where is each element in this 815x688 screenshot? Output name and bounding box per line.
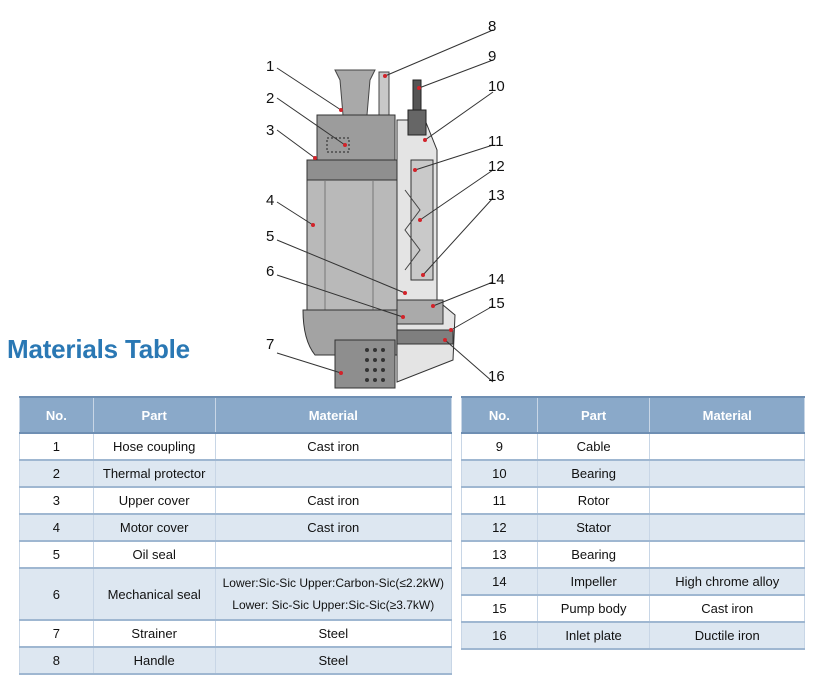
- table-row: [462, 622, 805, 649]
- cell-part: Oil seal: [93, 541, 215, 568]
- table-row: [20, 541, 452, 568]
- header-material: Material: [650, 397, 805, 433]
- header-no: No.: [462, 397, 538, 433]
- materials-table-right: [461, 396, 805, 650]
- cell-part: Stator: [537, 514, 650, 541]
- cell-material: Cast iron: [215, 514, 451, 541]
- cell-material: Cast iron: [215, 487, 451, 514]
- table-row: [462, 487, 805, 514]
- cell-no: 7: [20, 620, 94, 647]
- cell-no: 10: [462, 460, 538, 487]
- table-row: [462, 595, 805, 622]
- table-row: [462, 514, 805, 541]
- cell-part: Inlet plate: [537, 622, 650, 649]
- material-line-2: Lower: Sic-Sic Upper:Sic-Sic(≥3.7kW): [232, 598, 435, 612]
- callout-7: 7: [266, 336, 275, 353]
- cell-no: 16: [462, 622, 538, 649]
- callout-11: 11: [488, 133, 504, 150]
- header-material: Material: [215, 397, 451, 433]
- callout-14: 14: [488, 271, 505, 288]
- table-row: [462, 460, 805, 487]
- header-no: No.: [20, 397, 94, 433]
- callout-10: 10: [488, 78, 505, 95]
- cell-part: Handle: [93, 647, 215, 674]
- cell-part: Hose coupling: [93, 433, 215, 460]
- callout-13: 13: [488, 187, 505, 204]
- cell-no: 8: [20, 647, 94, 674]
- cell-material: [650, 541, 805, 568]
- cell-part: Mechanical seal: [93, 568, 215, 620]
- cell-part: Bearing: [537, 541, 650, 568]
- table-header-row: [462, 397, 805, 433]
- cell-material: [215, 541, 451, 568]
- cell-material: [650, 433, 805, 460]
- table-row: [20, 514, 452, 541]
- table-header-row: [20, 397, 452, 433]
- callout-8: 8: [488, 18, 497, 35]
- cell-material: Steel: [215, 620, 451, 647]
- cell-part: Bearing: [537, 460, 650, 487]
- cell-no: 15: [462, 595, 538, 622]
- cell-part: Upper cover: [93, 487, 215, 514]
- cell-no: 3: [20, 487, 94, 514]
- cell-part: Cable: [537, 433, 650, 460]
- cell-material: [215, 460, 451, 487]
- motor-cover-shape: [307, 160, 397, 310]
- cell-material: [650, 487, 805, 514]
- cell-material: Ductile iron: [650, 622, 805, 649]
- table-row: [462, 433, 805, 460]
- callout-1: 1: [266, 58, 275, 75]
- table-row: [20, 433, 452, 460]
- table-row: [20, 620, 452, 647]
- cell-material: High chrome alloy: [650, 568, 805, 595]
- materials-table-left: [19, 396, 452, 675]
- cell-no: 12: [462, 514, 538, 541]
- motor-band-shape: [307, 160, 397, 180]
- cell-no: 4: [20, 514, 94, 541]
- cell-no: 9: [462, 433, 538, 460]
- cell-no: 13: [462, 541, 538, 568]
- material-line-1: Lower:Sic-Sic Upper:Carbon-Sic(≤2.2kW): [222, 576, 444, 590]
- pump-diagram: [255, 10, 515, 390]
- callout-5: 5: [266, 228, 275, 245]
- cell-no: 5: [20, 541, 94, 568]
- cell-no: 2: [20, 460, 94, 487]
- table-row: [462, 568, 805, 595]
- cell-part: Thermal protector: [93, 460, 215, 487]
- cell-material: Steel: [215, 647, 451, 674]
- table-row: [20, 460, 452, 487]
- table-row: [20, 487, 452, 514]
- cell-part: Motor cover: [93, 514, 215, 541]
- cell-no: 6: [20, 568, 94, 620]
- callout-12: 12: [488, 158, 505, 175]
- cell-material: [650, 514, 805, 541]
- table-row: [462, 541, 805, 568]
- cell-material: [650, 460, 805, 487]
- cell-material: Cast iron: [215, 433, 451, 460]
- header-part: Part: [537, 397, 650, 433]
- cell-no: 1: [20, 433, 94, 460]
- materials-table-title: Materials Table: [7, 334, 190, 364]
- impeller-shape: [397, 300, 443, 324]
- callout-3: 3: [266, 122, 275, 139]
- callout-16: 16: [488, 368, 505, 385]
- strainer-shape: [335, 340, 395, 388]
- callout-4: 4: [266, 192, 275, 209]
- callout-9: 9: [488, 48, 497, 65]
- header-part: Part: [93, 397, 215, 433]
- cell-material: [215, 568, 451, 620]
- cable-gland-shape: [408, 110, 426, 135]
- cell-part: Impeller: [537, 568, 650, 595]
- cell-no: 14: [462, 568, 538, 595]
- cell-part: Strainer: [93, 620, 215, 647]
- cell-part: Rotor: [537, 487, 650, 514]
- cell-material: Cast iron: [650, 595, 805, 622]
- callout-15: 15: [488, 295, 505, 312]
- callout-6: 6: [266, 263, 275, 280]
- cell-part: Pump body: [537, 595, 650, 622]
- cell-no: 11: [462, 487, 538, 514]
- table-row: [20, 568, 452, 620]
- table-row: [20, 647, 452, 674]
- callout-2: 2: [266, 90, 275, 107]
